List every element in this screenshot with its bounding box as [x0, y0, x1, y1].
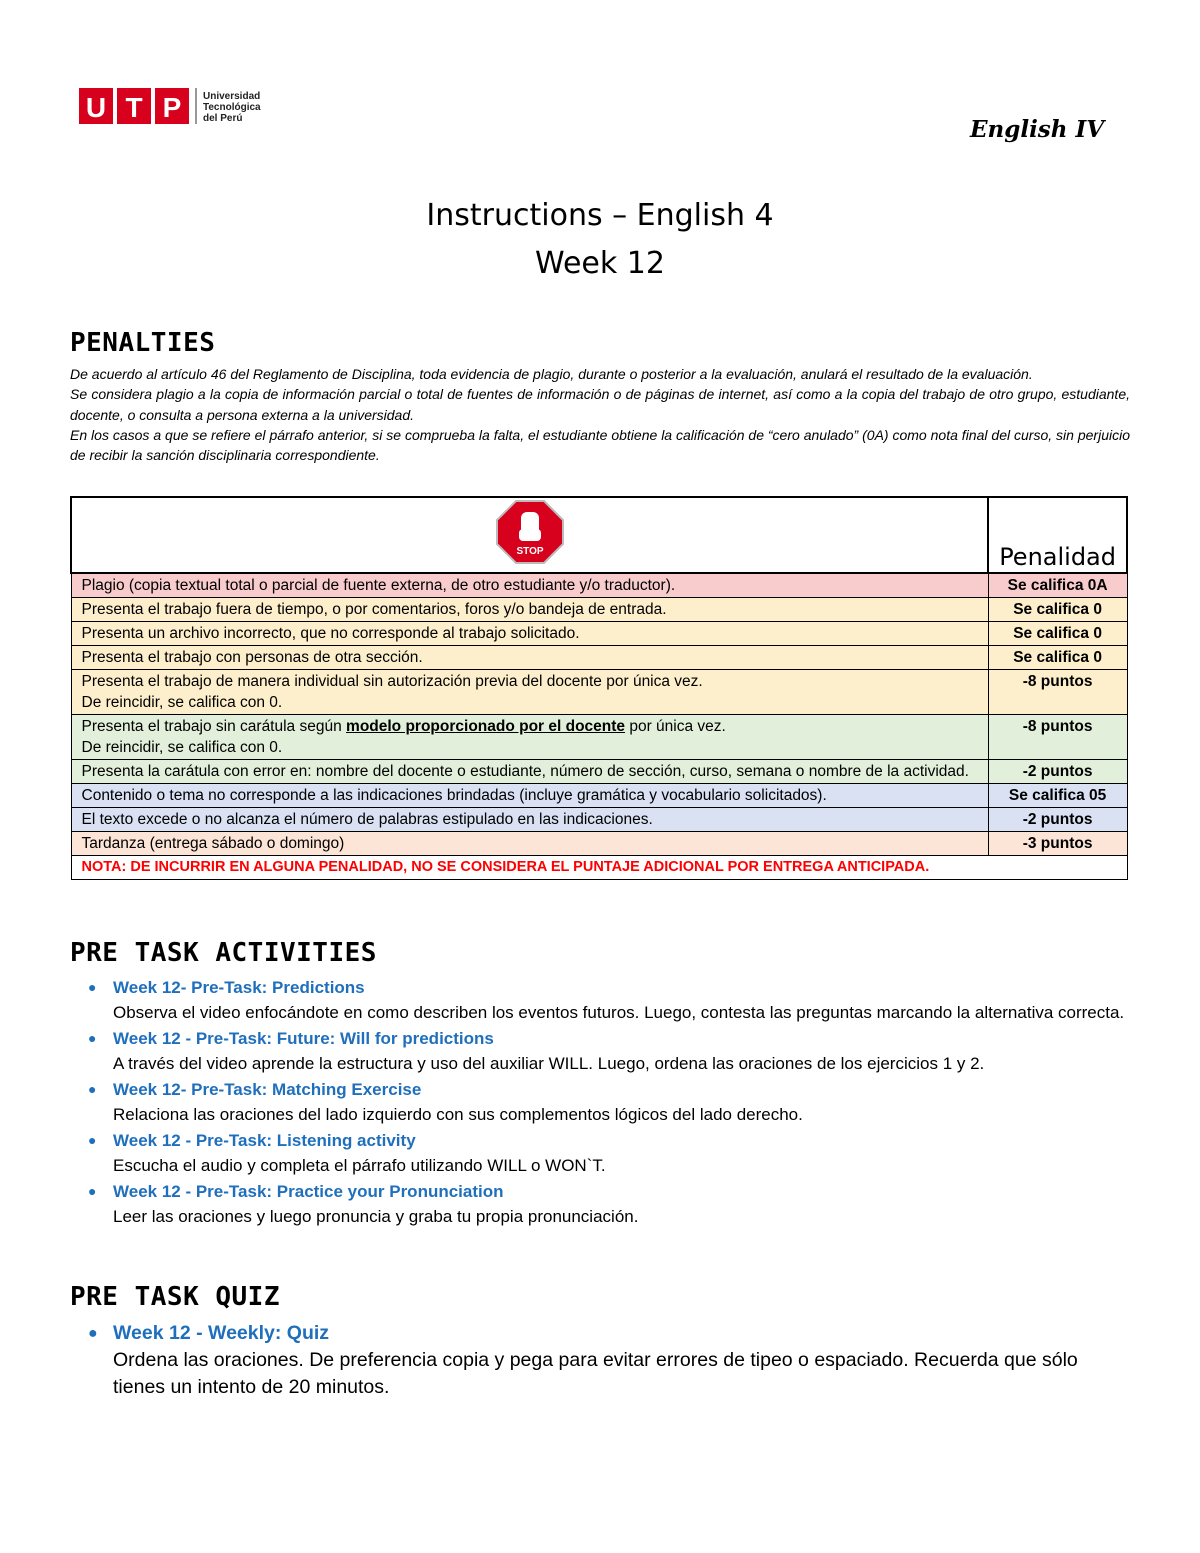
- list-item: [88, 1179, 1130, 1229]
- row-text: Presenta el trabajo con personas de otra sección.: [71, 646, 988, 670]
- list-item: [88, 1320, 1130, 1401]
- bullet-icon: ●: [88, 1132, 97, 1148]
- quiz-list: [88, 1320, 1130, 1401]
- teacher-model-link: modelo proporcionado por el docente: [346, 718, 626, 735]
- logo-text-line1: Universidad: [203, 91, 261, 102]
- activity-link[interactable]: Week 12- Pre-Task: Predictions: [113, 978, 365, 997]
- logo-letter-t: T: [125, 92, 143, 123]
- penalties-para-1: De acuerdo al artículo 46 del Reglamento de Disciplina, toda evidencia de plagio, durante o posterior a la evaluación, anulará el resultado de la evaluación.: [70, 366, 1033, 382]
- table-row: [71, 808, 1127, 832]
- table-note-row: [71, 856, 1127, 880]
- row-text-line2: De reincidir, se califica con 0.: [81, 694, 283, 711]
- pre-task-heading: PRE TASK ACTIVITIES: [70, 938, 377, 968]
- penalties-text: [70, 364, 1130, 465]
- page-subtitle-week: Week 12: [535, 246, 665, 281]
- table-row: [71, 670, 1127, 715]
- stop-cell: [71, 497, 988, 573]
- row-text: Presenta la carátula con error en: nombre del docente o estudiante, número de sección, curso, semana o nombre de la actividad.: [71, 760, 988, 784]
- utp-logo: [79, 85, 269, 127]
- row-penalty: -3 puntos: [988, 832, 1127, 856]
- quiz-heading: PRE TASK QUIZ: [70, 1282, 280, 1312]
- row-text: [71, 715, 988, 760]
- page-title: Instructions – English 4: [426, 198, 774, 233]
- table-row: [71, 832, 1127, 856]
- bullet-icon: ●: [88, 1030, 97, 1046]
- penalties-para-2: Se considera plagio a la copia de información parcial o total de fuentes de información o de páginas de internet, así como a la copia del trabajo de otro grupo, estudiante, docente, o consulta a persona externa a la universidad.: [70, 386, 1130, 423]
- row-text-line2: De reincidir, se califica con 0.: [81, 739, 283, 756]
- row-text: Contenido o tema no corresponde a las indicaciones brindadas (incluye gramática y vocabulario solicitados).: [71, 784, 988, 808]
- table-row: [71, 573, 1127, 598]
- row-penalty: Se califica 0: [988, 622, 1127, 646]
- activity-desc: A través del video aprende la estructura y uso del auxiliar WILL. Luego, ordena las oraciones de los ejercicios 1 y 2.: [113, 1054, 985, 1073]
- logo-letter-u: U: [85, 92, 107, 123]
- activity-desc: Observa el video enfocándote en como describen los eventos futuros. Luego, contesta las preguntas marcando la alternativa correcta.: [113, 1003, 1125, 1022]
- row-penalty: Se califica 0: [988, 598, 1127, 622]
- penalty-column-header: Penalidad: [988, 497, 1127, 573]
- bullet-icon: ●: [88, 1325, 98, 1342]
- table-row: [71, 784, 1127, 808]
- table-row: [71, 760, 1127, 784]
- pre-task-list: [88, 975, 1130, 1230]
- row-penalty: -8 puntos: [988, 670, 1127, 715]
- table-row: [71, 598, 1127, 622]
- activity-desc: Relaciona las oraciones del lado izquierdo con sus complementos lógicos del lado derecho.: [113, 1105, 803, 1124]
- activity-link[interactable]: Week 12 - Pre-Task: Listening activity: [113, 1131, 416, 1150]
- row-penalty: -2 puntos: [988, 760, 1127, 784]
- bullet-icon: ●: [88, 979, 97, 995]
- row-text: Tardanza (entrega sábado o domingo): [71, 832, 988, 856]
- course-name: English IV: [970, 116, 1105, 143]
- penalties-heading: PENALTIES: [70, 328, 216, 358]
- activity-link[interactable]: Week 12 - Pre-Task: Future: Will for predictions: [113, 1029, 494, 1048]
- activity-link[interactable]: Week 12- Pre-Task: Matching Exercise: [113, 1080, 422, 1099]
- penalties-table: [70, 496, 1128, 880]
- row-text: Presenta un archivo incorrecto, que no corresponde al trabajo solicitado.: [71, 622, 988, 646]
- row-penalty: -2 puntos: [988, 808, 1127, 832]
- row-text-a: Presenta el trabajo sin carátula según: [81, 718, 347, 735]
- row-text: El texto excede o no alcanza el número de palabras estipulado en las indicaciones.: [71, 808, 988, 832]
- row-penalty: Se califica 05: [988, 784, 1127, 808]
- row-text-line1: Presenta el trabajo de manera individual sin autorización previa del docente por única vez.: [81, 673, 703, 690]
- activity-desc: Leer las oraciones y luego pronuncia y graba tu propia pronunciación.: [113, 1207, 639, 1226]
- list-item: [88, 975, 1130, 1025]
- logo-text-line3: del Perú: [203, 113, 243, 124]
- activity-link[interactable]: Week 12 - Pre-Task: Practice your Pronunciation: [113, 1182, 504, 1201]
- row-text: [71, 670, 988, 715]
- logo-text-line2: Tecnológica: [203, 102, 261, 113]
- list-item: [88, 1128, 1130, 1178]
- activity-desc: Escucha el audio y completa el párrafo utilizando WILL o WON`T.: [113, 1156, 606, 1175]
- row-penalty: Se califica 0A: [988, 573, 1127, 598]
- row-text: Plagio (copia textual total o parcial de fuente externa, de otro estudiante y/o traductor).: [71, 573, 988, 598]
- row-penalty: -8 puntos: [988, 715, 1127, 760]
- table-row: [71, 715, 1127, 760]
- list-item: [88, 1026, 1130, 1076]
- row-penalty: Se califica 0: [988, 646, 1127, 670]
- quiz-desc: Ordena las oraciones. De preferencia copia y pega para evitar errores de tipeo o espaciado. Recuerda que sólo tienes un intento de 20 minutos.: [113, 1349, 1078, 1398]
- stop-hand-icon: [495, 499, 565, 565]
- row-text-b: por única vez.: [625, 718, 726, 735]
- quiz-link[interactable]: Week 12 - Weekly: Quiz: [113, 1322, 330, 1344]
- table-header-row: [71, 497, 1127, 573]
- stop-label: STOP: [516, 546, 544, 557]
- list-item: [88, 1077, 1130, 1127]
- table-row: [71, 646, 1127, 670]
- table-row: [71, 622, 1127, 646]
- logo-letter-p: P: [162, 92, 182, 123]
- penalties-para-3: En los casos a que se refiere el párrafo anterior, si se comprueba la falta, el estudiante obtiene la calificación de “cero anulado” (0A) como nota final del curso, sin perjuicio de recibir la sanción disciplinaria correspondiente.: [70, 426, 1130, 464]
- row-text: Presenta el trabajo fuera de tiempo, o por comentarios, foros y/o bandeja de entrada.: [71, 598, 988, 622]
- bullet-icon: ●: [88, 1081, 97, 1097]
- bullet-icon: ●: [88, 1183, 97, 1199]
- table-note: NOTA: DE INCURRIR EN ALGUNA PENALIDAD, NO SE CONSIDERA EL PUNTAJE ADICIONAL POR ENTREGA ANTICIPADA.: [71, 856, 1127, 880]
